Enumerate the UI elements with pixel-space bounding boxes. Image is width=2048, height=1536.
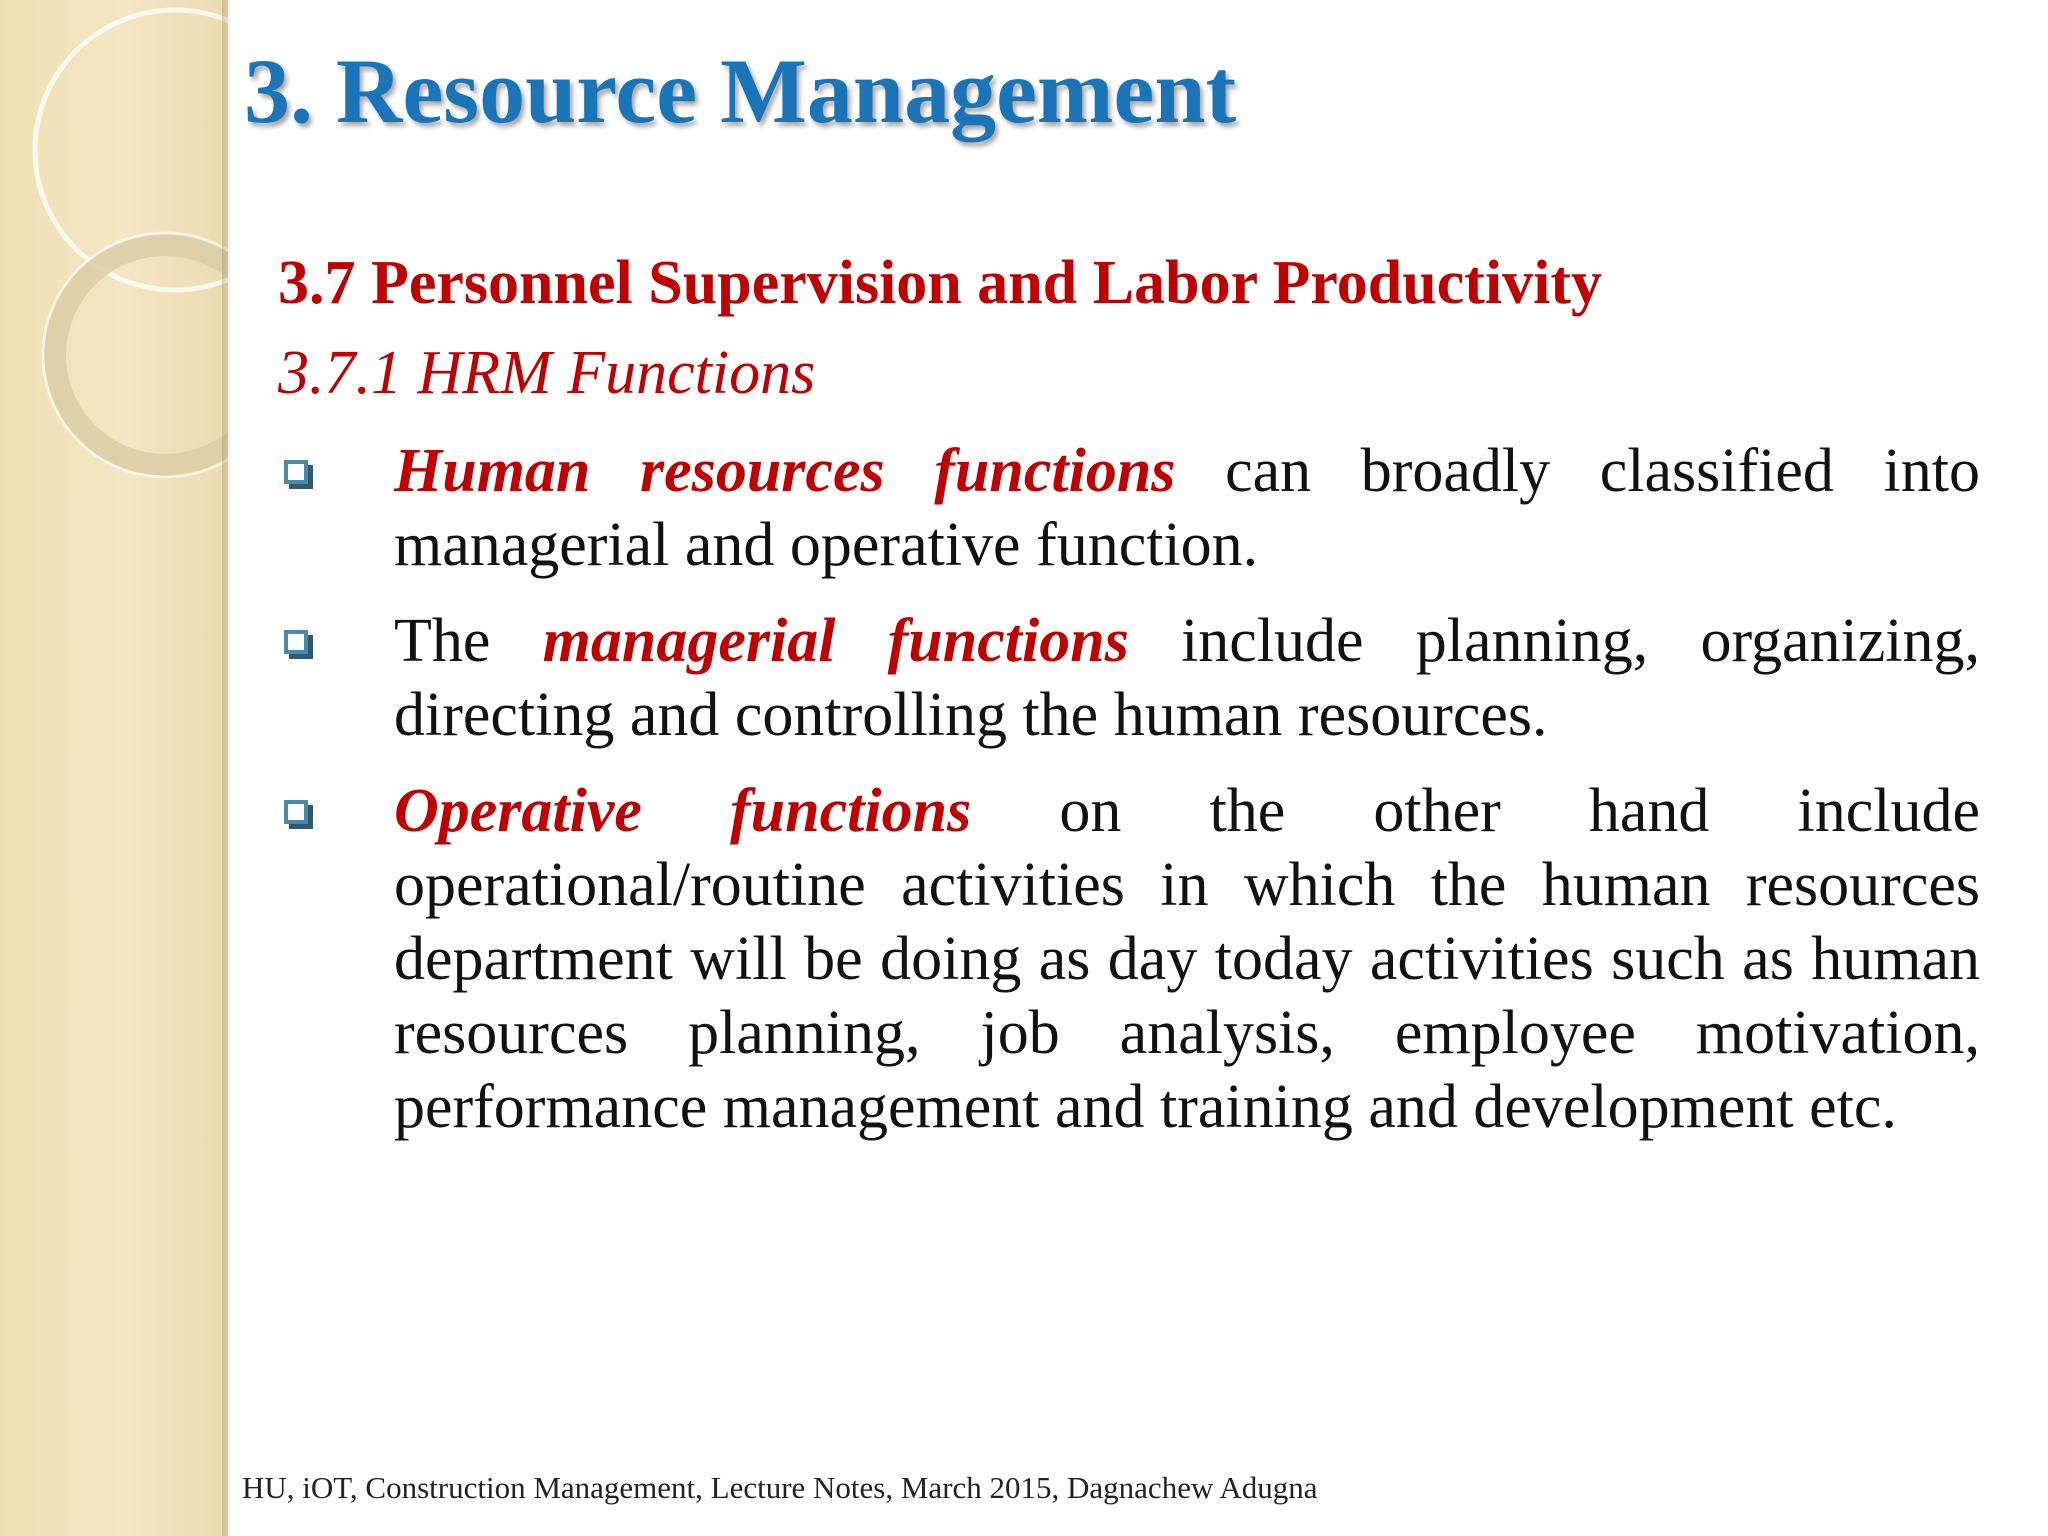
bullet-pre-text: The xyxy=(394,607,543,675)
decorative-rings xyxy=(0,0,228,520)
checkbox-bullet-icon xyxy=(284,800,308,824)
bullet-list xyxy=(278,434,1980,1166)
bullet-text xyxy=(394,434,1980,582)
checkbox-bullet-icon xyxy=(284,460,308,484)
bullet-post-text: on the other hand include operational/routine activities in which the human resources department will be doing as day today activities such as human resources planning, job analysis, employee motivation, performance management and training and development etc. xyxy=(394,777,1980,1141)
bullet-post-text: can broadly classified into managerial and operative function. xyxy=(394,437,1981,579)
checkbox-bullet-icon xyxy=(284,630,308,654)
bullet-emphasis: Human resources functions xyxy=(394,437,1176,505)
side-band-shadow xyxy=(222,0,232,1536)
bullet-emphasis: Operative functions xyxy=(394,777,972,845)
bullet-text xyxy=(394,604,1980,752)
section-heading: 3.7 Personnel Supervision and Labor Productivity xyxy=(278,249,1602,317)
bullet-post-text: include planning, organizing, directing and controlling the human resources. xyxy=(394,607,1980,749)
medium-ring xyxy=(55,245,228,465)
bullet-item xyxy=(278,434,1980,582)
bullet-emphasis: managerial functions xyxy=(542,607,1129,675)
slide-title: 3. Resource Management xyxy=(244,40,1237,142)
bullet-text xyxy=(394,774,1980,1144)
subsection-heading: 3.7.1 HRM Functions xyxy=(278,339,816,407)
medium-ring-highlight xyxy=(43,233,228,477)
slide-footer: HU, iOT, Construction Management, Lecture Notes, March 2015, Dagnachew Adugna xyxy=(242,1470,1318,1505)
side-decoration-band xyxy=(0,0,228,1536)
bullet-item xyxy=(278,774,1980,1144)
bullet-item xyxy=(278,604,1980,752)
